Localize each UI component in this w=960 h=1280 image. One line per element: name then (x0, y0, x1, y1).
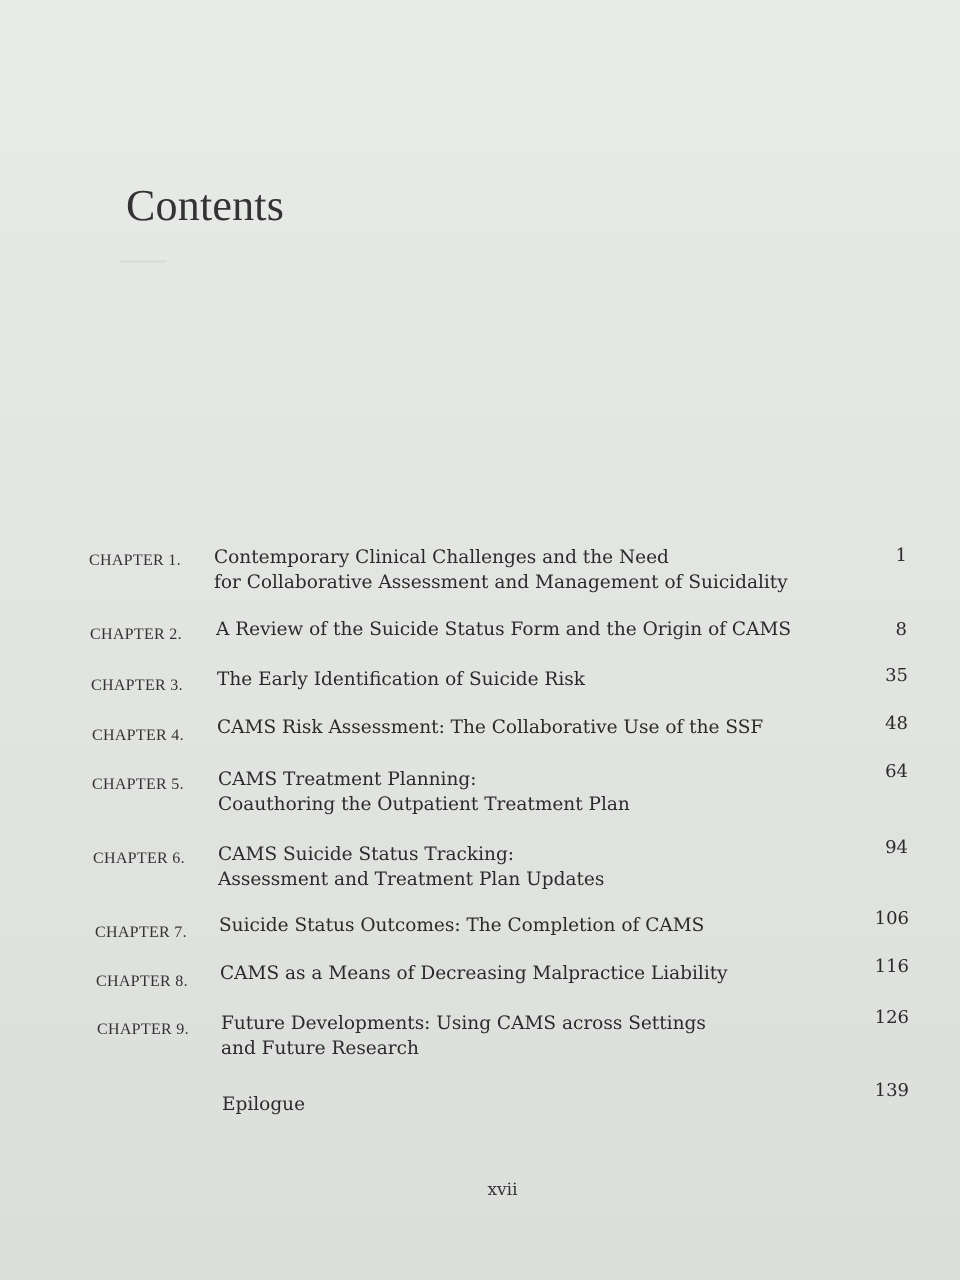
chapter-title: CAMS Suicide Status Tracking: Assessment and Treatment Plan Updates (218, 844, 605, 890)
chapter-label: CHAPTER 5. (92, 776, 184, 793)
page-number: 8 (895, 619, 907, 640)
page-number: 1 (895, 545, 907, 566)
chapter-label: CHAPTER 3. (91, 677, 183, 694)
chapter-title: Future Developments: Using CAMS across Settings and Future Research (221, 1013, 706, 1059)
chapter-title: CAMS Treatment Planning: Coauthoring the Outpatient Treatment Plan (218, 769, 630, 815)
chapter-label: CHAPTER 8. (96, 973, 188, 990)
chapter-label: CHAPTER 4. (92, 727, 184, 744)
show-through-texture: — (120, 231, 166, 282)
chapter-title: Contemporary Clinical Challenges and the Need for Collaborative Assessment and Management of Suicidality (214, 547, 788, 593)
chapter-label: CHAPTER 1. (89, 552, 181, 569)
page-number: 64 (885, 761, 908, 782)
chapter-label: CHAPTER 9. (97, 1021, 189, 1038)
page-number: 116 (874, 956, 909, 977)
page-number: 48 (885, 713, 908, 734)
page-folio: xvii (487, 1180, 518, 1200)
chapter-label: CHAPTER 7. (95, 924, 187, 941)
chapter-label: CHAPTER 2. (90, 626, 182, 643)
page-title: Contents (126, 181, 285, 230)
chapter-title: Suicide Status Outcomes: The Completion of CAMS (219, 915, 705, 936)
chapter-title: Epilogue (222, 1094, 306, 1115)
chapter-title: CAMS as a Means of Decreasing Malpractice Liability (220, 963, 728, 984)
page-number: 139 (874, 1080, 909, 1101)
page-number: 35 (885, 665, 908, 686)
page-number: 106 (874, 908, 909, 929)
chapter-label: CHAPTER 6. (93, 850, 185, 867)
chapter-title: CAMS Risk Assessment: The Collaborative Use of the SSF (217, 717, 764, 738)
chapter-title: The Early Identification of Suicide Risk (217, 669, 585, 690)
page-number: 126 (874, 1007, 909, 1028)
chapter-title: A Review of the Suicide Status Form and the Origin of CAMS (216, 619, 792, 640)
page-number: 94 (885, 837, 908, 858)
